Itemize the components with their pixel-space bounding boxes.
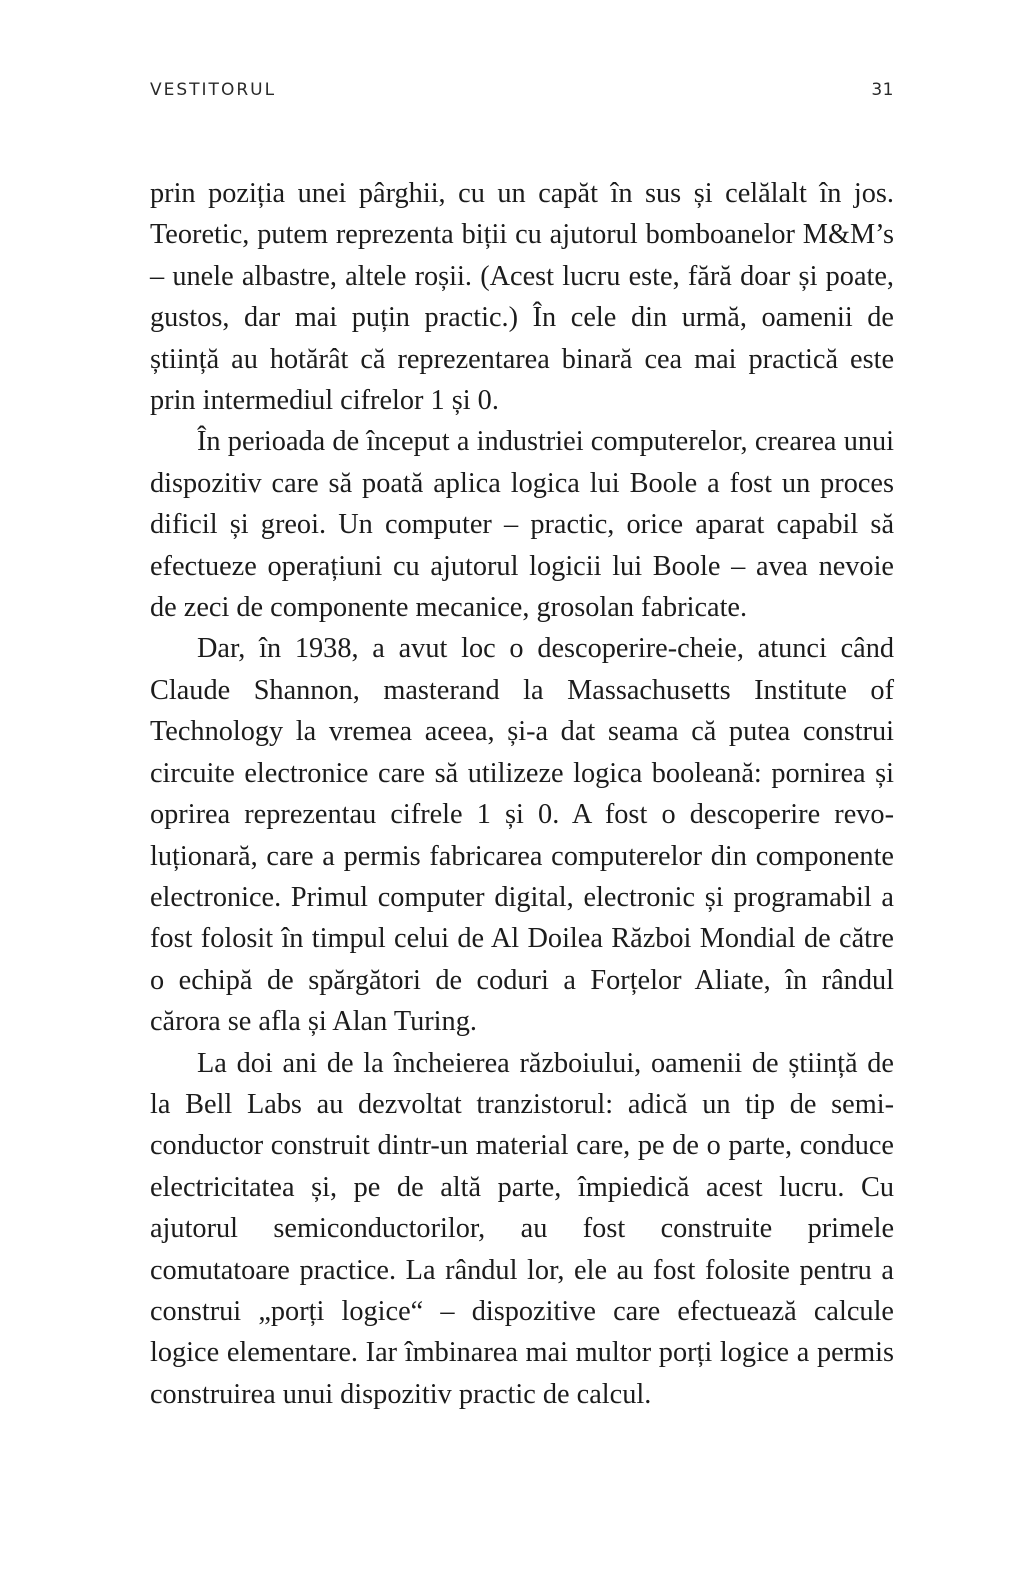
paragraph: Dar, în 1938, a avut loc o descoperire-cheie, atunci când Claude Shannon, masterand la Massachusetts Institute of Technology la vremea aceea, și-a dat seama că putea construi circuite electronice care să utilizeze logica booleană: pornirea și oprirea reprezentau cifrele 1 și 0. A fost o descoperire revoluționară, care a permis fabricarea computerelor din componente electronice. Primul computer digital, electronic și programabil a fost folosit în timpul celui de Al Doilea Război Mondial de către o echipă de spărgători de coduri a Forțelor Aliate, în rândul cărora se afla și Alan Turing. [150,633,894,1038]
running-header [150,80,894,110]
page-number: 31 [871,80,894,100]
paragraph-continued: prin poziția unei pârghii, cu un capăt în sus și celălalt în jos. Teoretic, putem reprezenta biții cu ajutorul bomboanelor M&M’s – unele albastre, altele roșii. (Acest lucru este, fără doar și poate, gustos, dar mai puțin practic.) În cele din urmă, oamenii de știință au hotărât că reprezentarea binară cea mai practică este prin intermediul cifrelor 1 și 0. [150,178,894,417]
body-text [150,173,894,1415]
running-title: VESTITORUL [150,80,277,100]
paragraph: În perioada de început a industriei computerelor, crearea unui dispozitiv care să poată aplica logica lui Boole a fost un proces dificil și greoi. Un computer – practic, orice aparat capabil să efectueze operațiuni cu ajutorul logicii lui Boole – avea nevoie de zeci de componente mecanice, grosolan fabricate. [150,426,894,624]
paragraph: La doi ani de la încheierea războiului, oamenii de știință de la Bell Labs au dezvoltat tranzistorul: adică un tip de semiconductor construit dintr-un material care, pe de o parte, conduce electricitatea și, pe de altă parte, împiedică acest lucru. Cu ajutorul semiconductorilor, au fost construite primele comutatoare practice. La rândul lor, ele au fost folosite pentru a construi „porți logice“ – dispozitive care efectuează calcule logice elementare. Iar îmbinarea mai multor porți logice a permis construirea unui dispozitiv practic de calcul. [150,1047,894,1410]
